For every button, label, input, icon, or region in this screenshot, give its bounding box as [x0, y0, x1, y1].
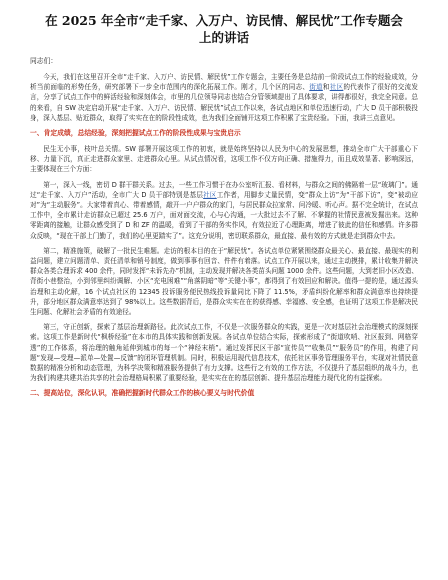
link-street[interactable]: 街道	[309, 83, 323, 92]
intro-paragraph	[30, 72, 418, 123]
paragraph-2-text-1: 第一，深入一线，密切 D 群干群关系。过去，一些工作习惯于在办公室听汇报、看材料，与群众之间的佛隔着一层“玻璃门”。通过“走千家、入万户”活动，全市广大 D 员干部特别是基层	[30, 180, 418, 199]
section-1-heading: 一、肯定成绩，总结经验，深刻把握试点工作的阶段性成果与宝贵启示	[30, 129, 241, 138]
intro-text-2: 和	[322, 83, 330, 92]
section-1-paragraph-2	[30, 180, 418, 241]
paragraph-2-text-2: 工作者，用脚步丈量民情，变“群众上访”为“干部下访”，变“被动应对”为“主动服务”。大家带着真心、带着感情，敲开一户户群众的家门，与居民群众拉家常、问冷暖、听心声。据不完全统计，在试点工作中，全市累计走访群众已超过 25.6 万户，面对面交流，心与心沟通，一大批过去不了解、不掌握的社情民意被发掘出来。这种零距离的接触，让群众感受到了 D 和 ZF 的温暖，看到了干部的务实作风，有效拉近了心理距离，增进了彼此的信任和感情。许多群众反映，“现在干部上门勤了，我们的心里更踏实了”。这充分说明，密切联系群众，最直接、最有效的方式就是走到群众中去。	[30, 190, 418, 240]
section-1-paragraph-3: 第二，精准施策，破解了一批民生难题。走访的根本目的在于“解民忧”。各试点单位紧紧围绕群众最关心、最直接、最现实的利益问题，建立问题清单、责任清单和销号制度，做到事事有回音、件件有着落。试点工作开展以来，通过主动摸排，累计收集并解决群众各类合理诉求 400 余件，同时发挥“未诉先办”机制，主动发现并解决各类苗头问题 1000 余件。这些问题，大到老旧小区改造、背街小巷整治，小到邻里纠纷调解、小区“充电困难”“角落阴暗”等“关键小事”，都得到了有效回应和解决。值得一提的是，通过源头治理和主动化解，16 个试点社区的 12345 投诉服务便民热线投诉量同比下降了 11.5%，矛盾纠纷化解率和群众满意率也持续提升，部分地区群众满意率达到了 98%以上。这些数据背后，是群众实实在在的获得感、幸福感、安全感，也证明了这项工作是解决民生问题、化解社会矛盾的有效途径。	[30, 246, 418, 317]
intro-text-1: 今天，我们在这里召开全市“走千家、入万户、访民情、解民忧”工作专题会，主要任务是总结前一阶段试点工作的经验成效，分析当前面临的形势任务，研究部署下一步全市范围内的深化拓展工作。刚才，几个区的同志、	[30, 73, 418, 92]
title-line-1: 在 2025 年全市“走千家、入万户、访民情、解民忧”工作专题会	[45, 13, 403, 28]
link-community-2[interactable]: 社区	[203, 190, 217, 199]
intro-text-3: 的代表作了很好的交流发言，分享了试点工作中的鲜活经验和深刻体会，市里的几位领导同志也结合分管领域提出了具体要求，讲得都很好，我完全同意。总的来看，自 SW 决定启动开展“走千家、入万户、访民情、解民忧”试点工作以来，各试点地区和单位迅速行动，广大 D 员干部积极投身，深入基层、贴近群众，取得了实实在在的阶段性成效，也为我们全面铺开这项工作积累了宝贵经验。下面，我讲三点意见。	[30, 83, 419, 122]
section-1-paragraph-1: 民生无小事，枝叶总关情。SW 部署开展这项工作的初衷，就是始终坚持以人民为中心的发展思想，推动全市广大干部重心下移、力量下沉，真正走进群众家里、走进群众心里。从试点情况看，这项工作不仅方向正确、措施得力，而且成效显著、影响深远，主要体现在三个方面：	[30, 145, 418, 174]
link-community[interactable]: 社区	[329, 83, 344, 92]
section-2-heading: 二、提高站位，深化认识，准确把握新时代群众工作的核心要义与时代价值	[30, 389, 255, 398]
document-title	[30, 12, 418, 46]
salutation: 同志们：	[30, 57, 58, 65]
title-line-2: 上的讲话	[198, 30, 249, 45]
section-1-paragraph-4: 第三，守正创新，探索了基层治理新路径。此次试点工作，不仅是一次服务群众的实践，更是一次对基层社会治理模式的深刻探索。这项工作是新时代“枫桥经验”在本市的具体实践和创新发展。各试点单位结合实际，探索形成了“街道吹哨、社区报到、网格穿透”的工作体系，将治理的触角延伸到城市的每一个“神经末梢”。通过发挥民区干部“宣传员”“收集员”“服务员”的作用，构建了问题“发现—受理—派单—处置—反馈”的闭环管理机制。同时，积极运用现代信息技术，依托社区事务管理服务平台，实现对社情民意数据的精准分析和动态管理，为科学决策和精准服务提供了有力支撑。这些行之有效的工作方法，不仅提升了基层组织的战斗力，也为我们构建共建共治共享的社会治理格局积累了重要经验，是实实在在的基层创新、提升基层治理能力现代化的有益探索。	[30, 323, 418, 383]
